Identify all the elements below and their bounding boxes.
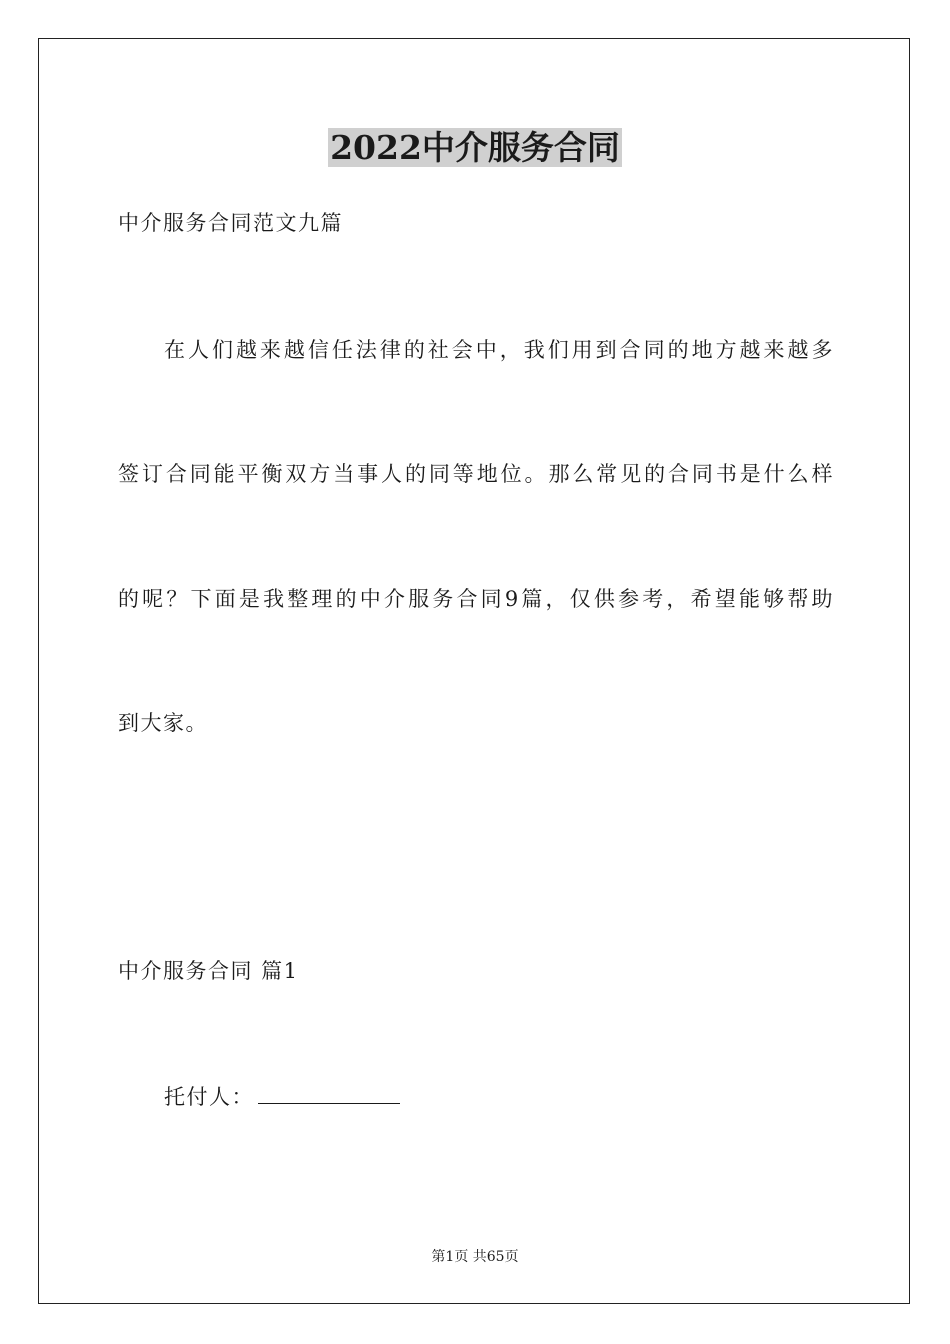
entrustor-blank-line	[258, 1081, 400, 1104]
intro-line-3: 的呢？下面是我整理的中介服务合同9篇，仅供参考，希望能够帮助	[118, 587, 834, 611]
intro-line-2: 签订合同能平衡双方当事人的同等地位。那么常见的合同书是什么样	[118, 462, 834, 486]
entrustor-label: 托付人：	[164, 1085, 254, 1109]
page-footer: 第1页 共65页	[431, 1249, 519, 1265]
document-subtitle: 中介服务合同范文九篇	[118, 211, 343, 235]
entrustor-field	[164, 1081, 880, 1112]
document-title	[0, 126, 950, 170]
section-heading: 中介服务合同 篇1	[118, 959, 299, 983]
intro-line-1: 在人们越来越信任法律的社会中，我们用到合同的地方越来越多	[164, 338, 834, 362]
document-title-text: 2022中介服务合同	[330, 128, 620, 167]
intro-line-4: 到大家。	[118, 711, 208, 735]
